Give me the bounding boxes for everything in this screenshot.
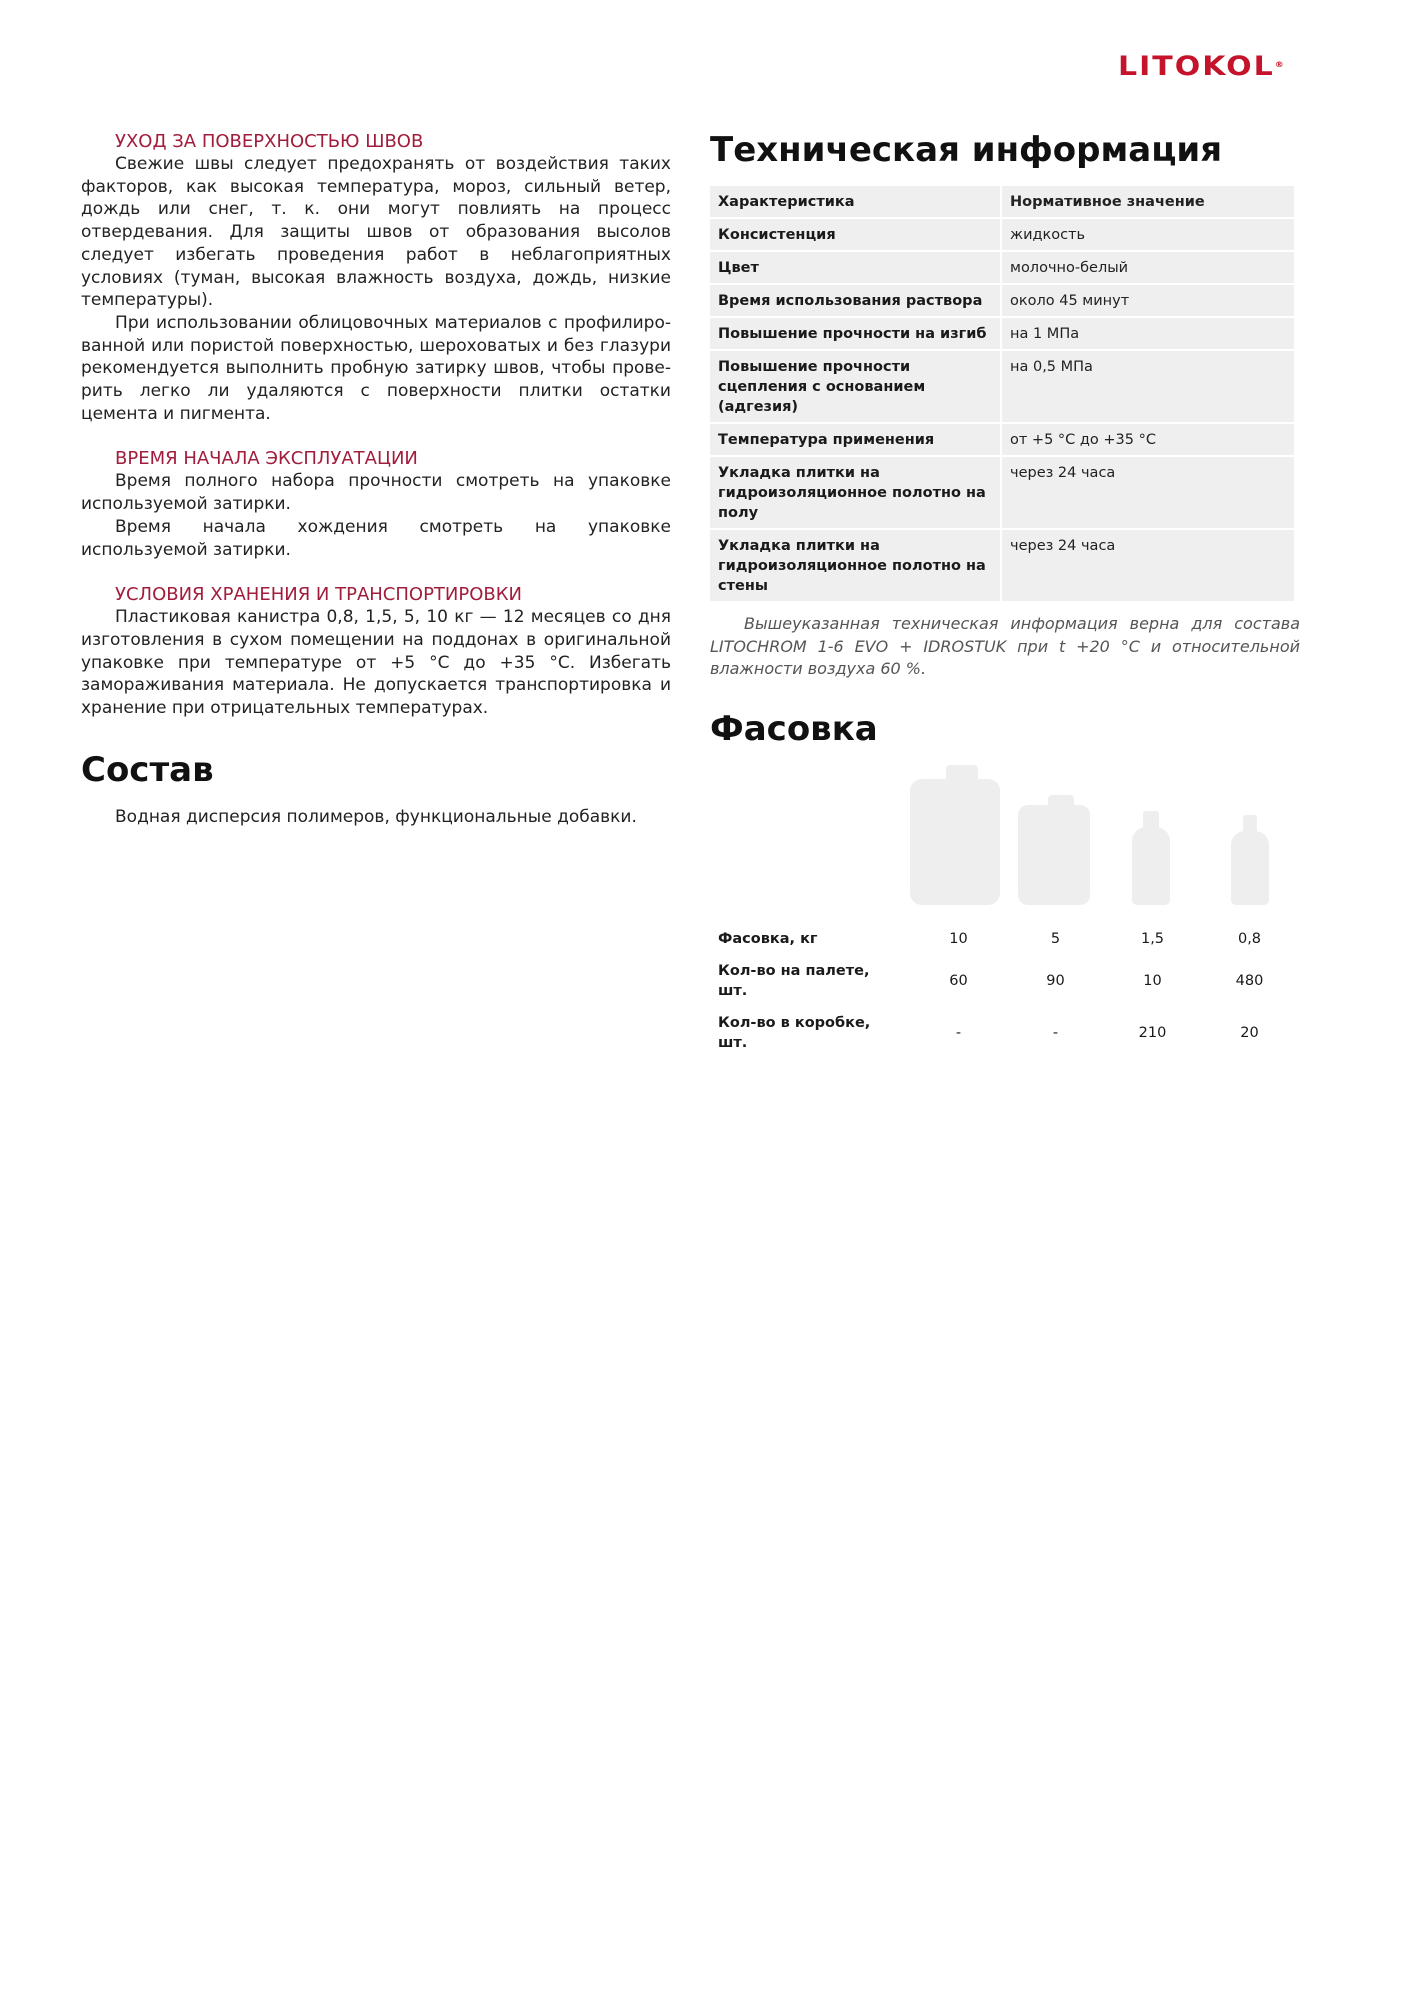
row-value: молочно-белый: [1002, 252, 1294, 283]
storage-heading: УСЛОВИЯ ХРАНЕНИЯ И ТРАНСПОРТИРОВКИ: [115, 584, 523, 606]
table-row: [710, 457, 1294, 528]
composition-heading: Состав: [81, 749, 214, 790]
composition-text: Водная дисперсия полимеров, функциональные добавки.: [115, 806, 637, 827]
tech-col-value: Нормативное значение: [1002, 186, 1294, 217]
table-row: [710, 252, 1294, 283]
storage-paragraph: Пластиковая канистра 0,8, 1,5, 5, 10 кг — 12 месяцев со дня изготовления в сухом помещении на поддонах в оригинальной упаковке при температуре от +5 °С до +35 °С. Избегать замораживания материала. Не допускается транспортировка и хранение при отрицательных температурах.: [81, 607, 671, 719]
table-row: [710, 351, 1294, 422]
bottle-0-8-icon: [1231, 815, 1269, 905]
row-key: Температура применения: [710, 424, 1000, 455]
pack-cell: 5: [1050, 930, 1061, 947]
brand-mark: ®: [1274, 60, 1284, 70]
left-column: [81, 130, 671, 828]
canister-5-icon: [1018, 795, 1090, 905]
table-row: [710, 1007, 1298, 1059]
row-value: жидкость: [1002, 219, 1294, 250]
table-row: [710, 955, 1298, 1007]
row-key: Повышение прочности сцепления с основанием (адгезия): [710, 351, 1000, 422]
row-key: Укладка плитки на гидроизоляционное полотно на полу: [710, 457, 1000, 528]
pack-cell: 1,5: [1140, 930, 1165, 947]
pack-cell: 60: [949, 972, 968, 989]
tech-col-characteristic: Характеристика: [710, 186, 1000, 217]
pack-cell: 10: [949, 930, 968, 947]
row-key: Укладка плитки на гидроизоляционное полотно на стены: [710, 530, 1000, 601]
pack-cell: 90: [1046, 972, 1065, 989]
pack-cell: -: [955, 1024, 962, 1041]
table-row: [710, 318, 1294, 349]
care-paragraph-2: При использовании облицовочных материалов с профилированной или пористой поверхностью, шероховатых и без глазури рекомендуется выполнить пробную затирку швов, чтобы проверить легко ли удаляются с поверхности плитки остатки цемента и пигмента.: [81, 312, 671, 424]
tech-heading: Техническая информация: [710, 130, 1223, 170]
pack-row-label: Кол-во в коробке, шт.: [718, 1014, 871, 1051]
brand-name: LITOKOL: [1118, 50, 1275, 83]
row-value: через 24 часа: [1002, 530, 1294, 601]
pack-cell: 210: [1138, 1024, 1167, 1041]
row-value: через 24 часа: [1002, 457, 1294, 528]
brand-logo: [1118, 50, 1300, 83]
pack-heading: Фасовка: [710, 708, 878, 749]
bottle-1-5-icon: [1132, 811, 1170, 905]
pack-cell: 10: [1143, 972, 1162, 989]
pack-cell: 480: [1235, 972, 1264, 989]
tech-table: [708, 184, 1296, 603]
pack-row-label: Кол-во на палете, шт.: [718, 962, 870, 999]
row-key: Цвет: [710, 252, 1000, 283]
start-paragraph-2: Время начала хождения смотреть на упаковке используемой затирки.: [81, 516, 671, 560]
row-value: на 0,5 МПа: [1002, 351, 1294, 422]
care-heading: УХОД ЗА ПОВЕРХНОСТЬЮ ШВОВ: [115, 131, 424, 152]
care-paragraph-1: Свежие швы следует предохранять от воздействия таких факторов, как высокая температура, мороз, сильный ветер, дождь или снег, т. к. они могут повлиять на процесс отвердевания. Для защиты швов от образования высолов следует избегать проведения работ в неблагоприятных условиях (туман, высокая влажность воздуха, дождь, низкие температуры).: [81, 154, 671, 311]
canister-10-icon: [910, 765, 1000, 905]
start-heading: ВРЕМЯ НАЧАЛА ЭКСПЛУАТАЦИИ: [115, 448, 418, 470]
packaging-block: [710, 765, 1300, 1051]
pack-table: [710, 923, 1298, 1059]
table-row: [710, 285, 1294, 316]
row-value: на 1 МПа: [1002, 318, 1294, 349]
tech-table-header: [710, 186, 1294, 217]
pack-cell: 0,8: [1237, 930, 1262, 947]
row-key: Повышение прочности на изгиб: [710, 318, 1000, 349]
tech-note: Вышеуказанная техническая информация верна для состава LITOCHROM 1-6 EVO + IDROSTUK при t +20 °С и относительной влажности воздуха 60 %.: [710, 614, 1300, 678]
row-key: Время использования раствора: [710, 285, 1000, 316]
start-paragraph-1: Время полного набора прочности смотреть на упаковке используемой затирки.: [81, 471, 671, 515]
pack-cell: -: [1052, 1024, 1059, 1041]
row-value: около 45 минут: [1002, 285, 1294, 316]
table-row: [710, 424, 1294, 455]
table-row: [710, 530, 1294, 601]
table-row: [710, 923, 1298, 955]
right-column: [710, 130, 1300, 1051]
row-value: от +5 °С до +35 °С: [1002, 424, 1294, 455]
pack-row-label: Фасовка, кг: [718, 930, 818, 947]
row-key: Консистенция: [710, 219, 1000, 250]
table-row: [710, 219, 1294, 250]
pack-cell: 20: [1240, 1024, 1259, 1041]
